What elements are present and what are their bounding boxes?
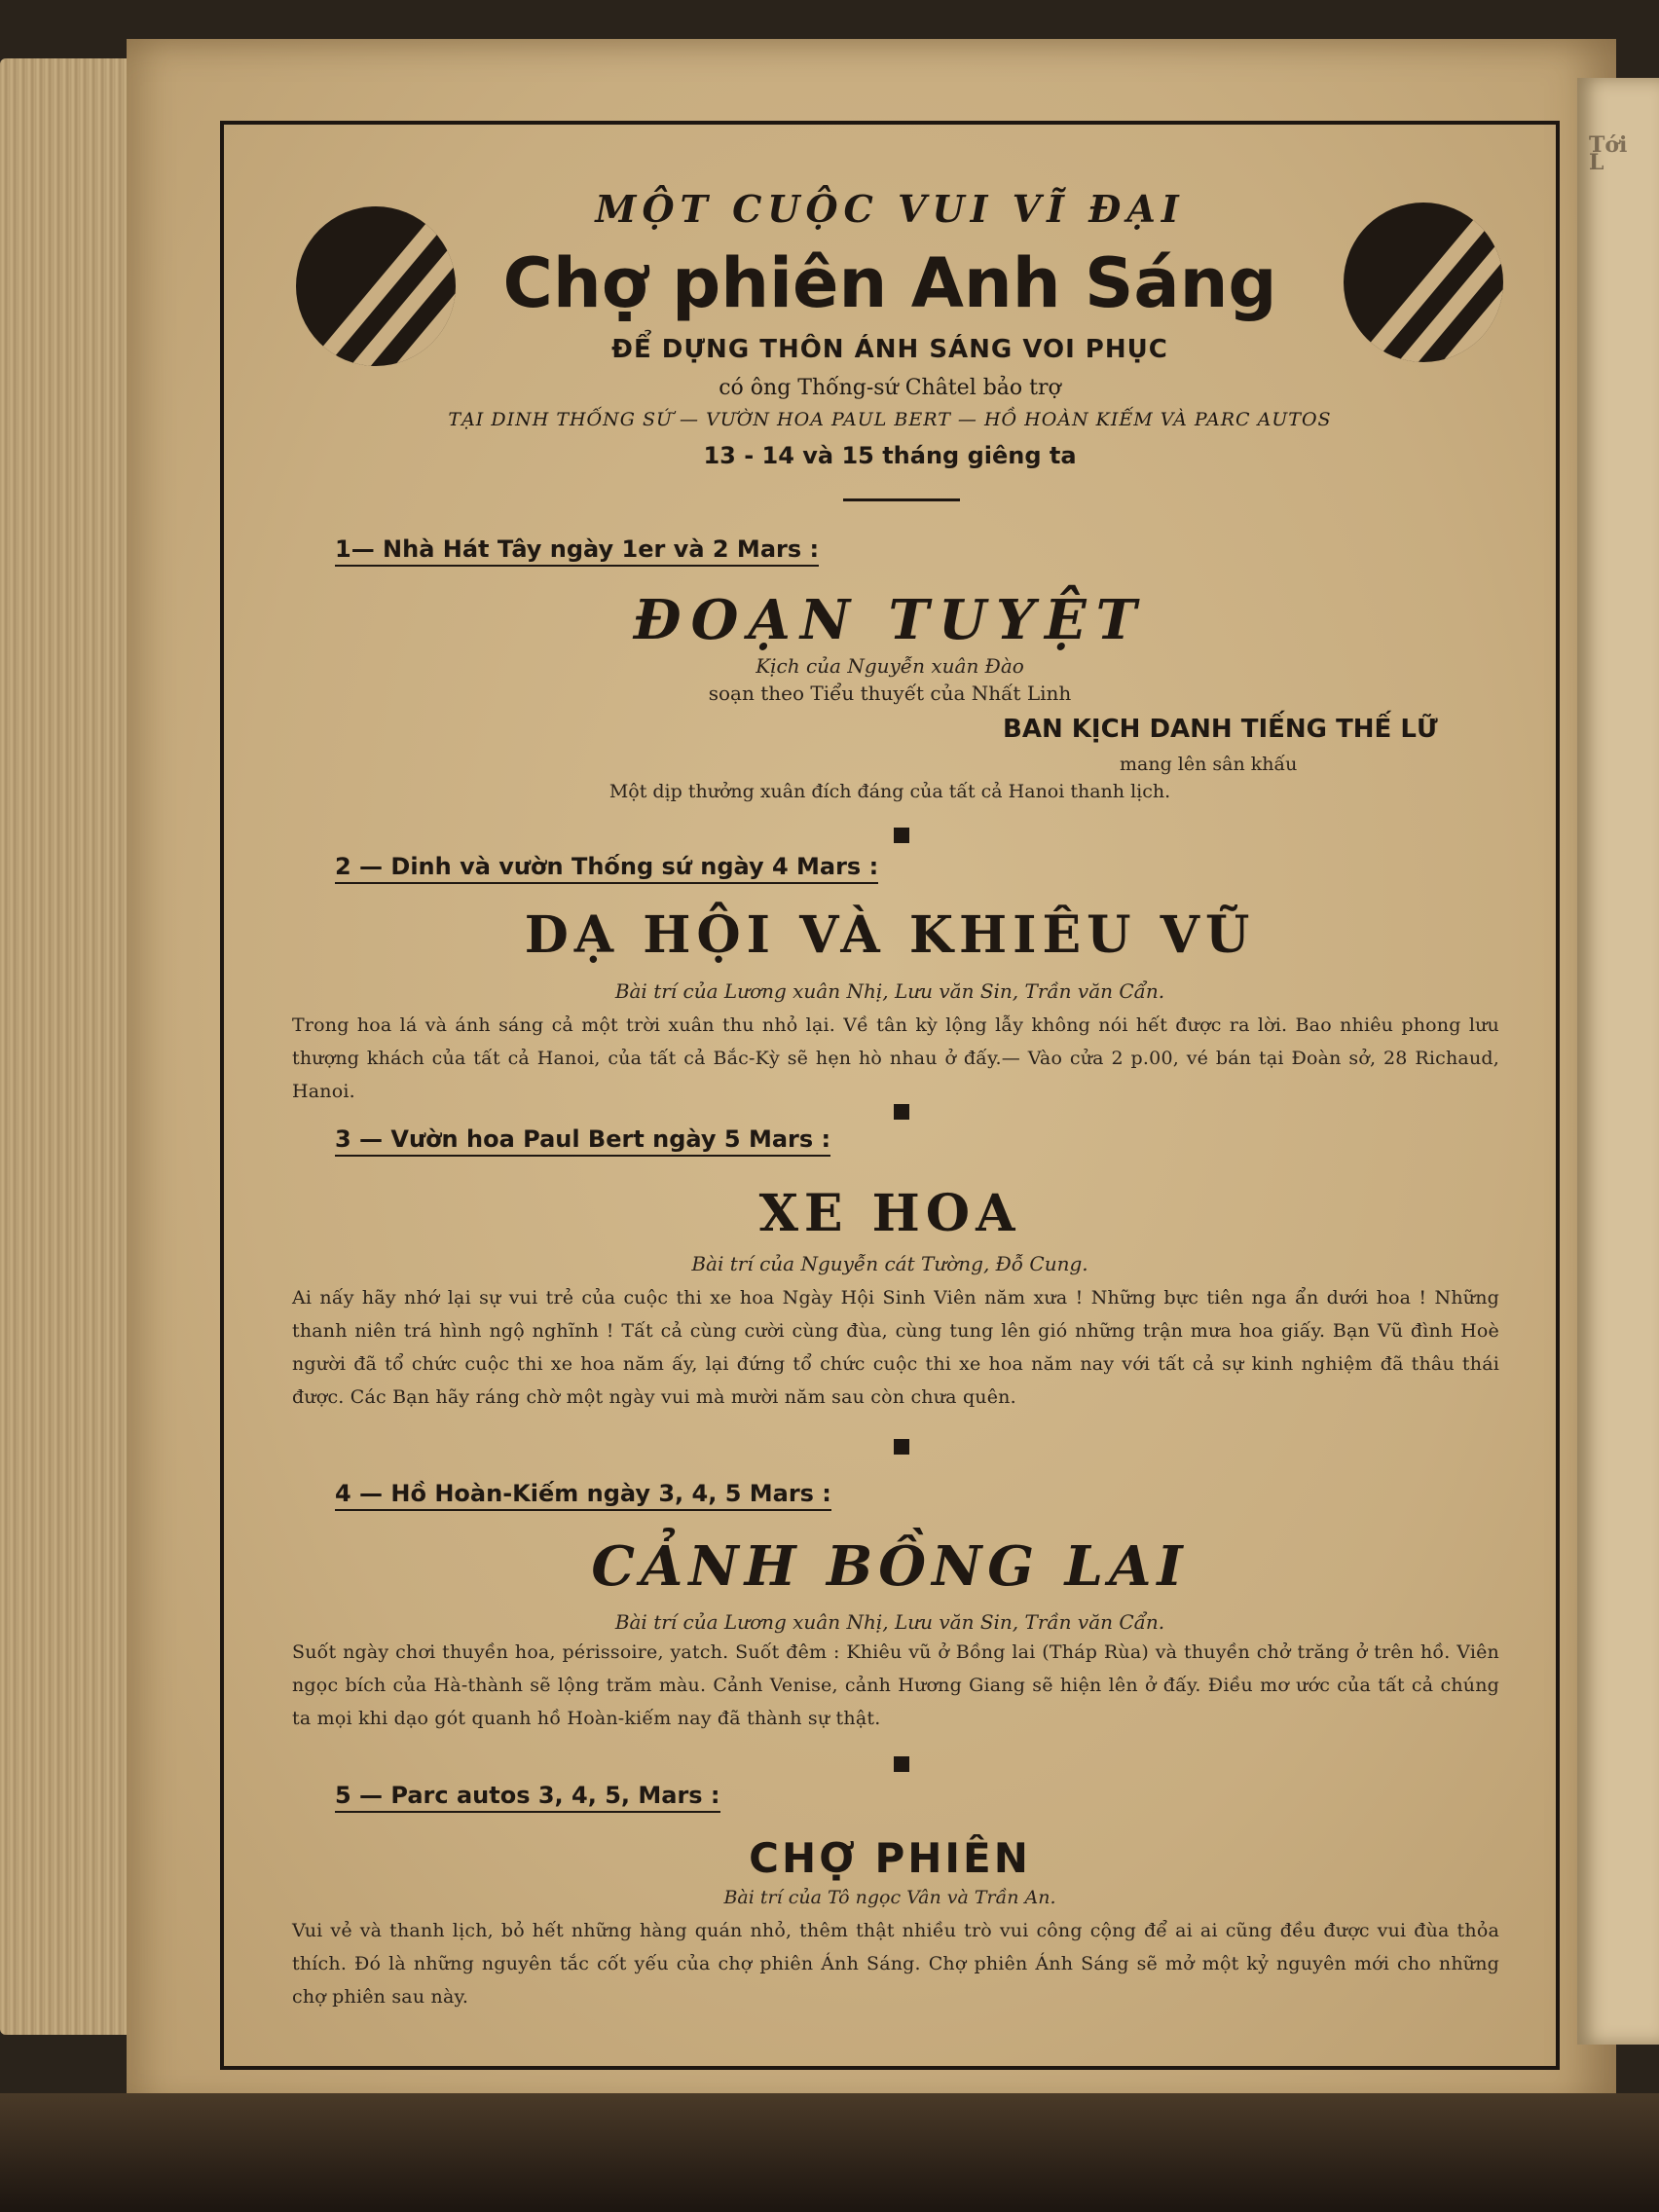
separator-square: [894, 828, 909, 843]
section-3-heading: 3 — Vườn hoa Paul Bert ngày 5 Mars :: [335, 1125, 830, 1157]
section-4-body: Suốt ngày chơi thuyền hoa, périssoire, yatch. Suốt đêm : Khiêu vũ ở Bồng lai (Tháp Rùa) và thuyền chở trăng ở trên hồ. Viên ngọc bích của Hà-thành sẽ lộng trăm màu. Cảnh Venise, cảnh Hương Giang sẽ hiện lên ở đấy. Điều mơ ước của tất cả chúng ta mọi khi dạo gót quanh hồ Hoàn-kiếm nay đã thành sự thật.: [292, 1641, 1499, 1729]
separator-square: [894, 1439, 909, 1455]
separator-square: [894, 1104, 909, 1120]
section-2-title: DẠ HỘI VÀ KHIÊU VŨ: [524, 905, 1256, 965]
section-1-body: Một dịp thưởng xuân đích đáng của tất cả Hanoi thanh lịch.: [608, 781, 1171, 802]
section-2-byline: Bài trí của Lương xuân Nhị, Lưu văn Sin, Trần văn Cẩn.: [614, 979, 1165, 1003]
shelf-shadow: [0, 2093, 1659, 2212]
page-stack-edge: [0, 58, 146, 2035]
section-3-body: Ai nấy hãy nhớ lại sự vui trẻ của cuộc thi xe hoa Ngày Hội Sinh Viên năm xưa ! Những bực tiên nga ẩn dưới hoa ! Những thanh niên trá hình ngộ nghĩnh ! Tất cả cùng cười cùng đùa, cùng tung lên gió những trận mưa hoa giấy. Bạn Vũ đình Hoè người đã tổ chức cuộc thi xe hoa năm ấy, lại đứng tổ chức cuộc thi xe hoa năm nay với tất cả sự kinh nghiệm đã thâu thái được. Các Bạn hãy ráng chờ một ngày vui mà mười năm sau còn chưa quên.: [292, 1287, 1499, 1408]
separator-square: [894, 1756, 909, 1772]
header-patron: có ông Thống-sứ Châtel bảo trợ: [719, 376, 1061, 400]
section-4-title: CẢNH BỒNG LAI: [591, 1534, 1189, 1599]
section-1-troupe: BAN KỊCH DANH TIẾNG THẾ LỮ: [1003, 715, 1438, 744]
section-3-byline: Bài trí của Nguyễn cát Tường, Đỗ Cung.: [691, 1252, 1088, 1275]
facing-page-edge: Tới L: [1577, 78, 1659, 2045]
header-subtitle: ĐỂ DỰNG THÔN ÁNH SÁNG VOI PHỤC: [611, 335, 1168, 364]
header-kicker: MỘT CUỘC VUI VĨ ĐẠI: [595, 187, 1185, 231]
section-1-troupe-note: mang lên sân khấu: [1120, 754, 1298, 775]
section-5-title: CHỢ PHIÊN: [749, 1834, 1031, 1882]
header-rule: [843, 498, 960, 501]
section-2-heading: 2 — Dinh và vườn Thống sứ ngày 4 Mars :: [335, 853, 878, 884]
section-1-title: ĐOẠN TUYỆT: [633, 588, 1147, 652]
page-title: Chợ phiên Anh Sáng: [502, 243, 1277, 323]
section-1-byline: Kịch của Nguyễn xuân Đào: [756, 654, 1024, 678]
section-5-byline: Bài trí của Tô ngọc Vân và Trần An.: [723, 1887, 1056, 1908]
section-5-body: Vui vẻ và thanh lịch, bỏ hết những hàng quán nhỏ, thêm thật nhiều trò vui công cộng để ai ai cũng đều được vui đùa thỏa thích. Đó là những nguyên tắc cốt yếu của chợ phiên Ánh Sáng. Chợ phiên Ánh Sáng sẽ mở một kỷ nguyên mới cho những chợ phiên sau này.: [292, 1920, 1499, 2008]
section-1-source: soạn theo Tiểu thuyết của Nhất Linh: [708, 682, 1072, 705]
section-5-heading: 5 — Parc autos 3, 4, 5, Mars :: [335, 1782, 720, 1813]
section-3-title: XE HOA: [758, 1184, 1021, 1243]
header-dates: 13 - 14 và 15 tháng giêng ta: [703, 442, 1077, 469]
section-4-byline: Bài trí của Lương xuân Nhị, Lưu văn Sin, Trần văn Cẩn.: [614, 1610, 1165, 1634]
header-venues: TẠI DINH THỐNG SỨ — VƯỜN HOA PAUL BERT — HỒ HOÀN KIẾM VÀ PARC AUTOS: [448, 409, 1332, 430]
section-1-heading: 1— Nhà Hát Tây ngày 1er và 2 Mars :: [335, 535, 819, 567]
section-4-heading: 4 — Hồ Hoàn-Kiếm ngày 3, 4, 5 Mars :: [335, 1480, 831, 1511]
section-2-body: Trong hoa lá và ánh sáng cả một trời xuân thu nhỏ lại. Về tân kỳ lộng lẫy không nói hết được ra lời. Bao nhiêu phong lưu thượng khách của tất cả Hanoi, của tất cả Bắc-Kỳ sẽ hẹn hò nhau ở đấy.— Vào cửa 2 p.00, vé bán tại Đoàn sở, 28 Richaud, Hanoi.: [292, 1014, 1499, 1102]
